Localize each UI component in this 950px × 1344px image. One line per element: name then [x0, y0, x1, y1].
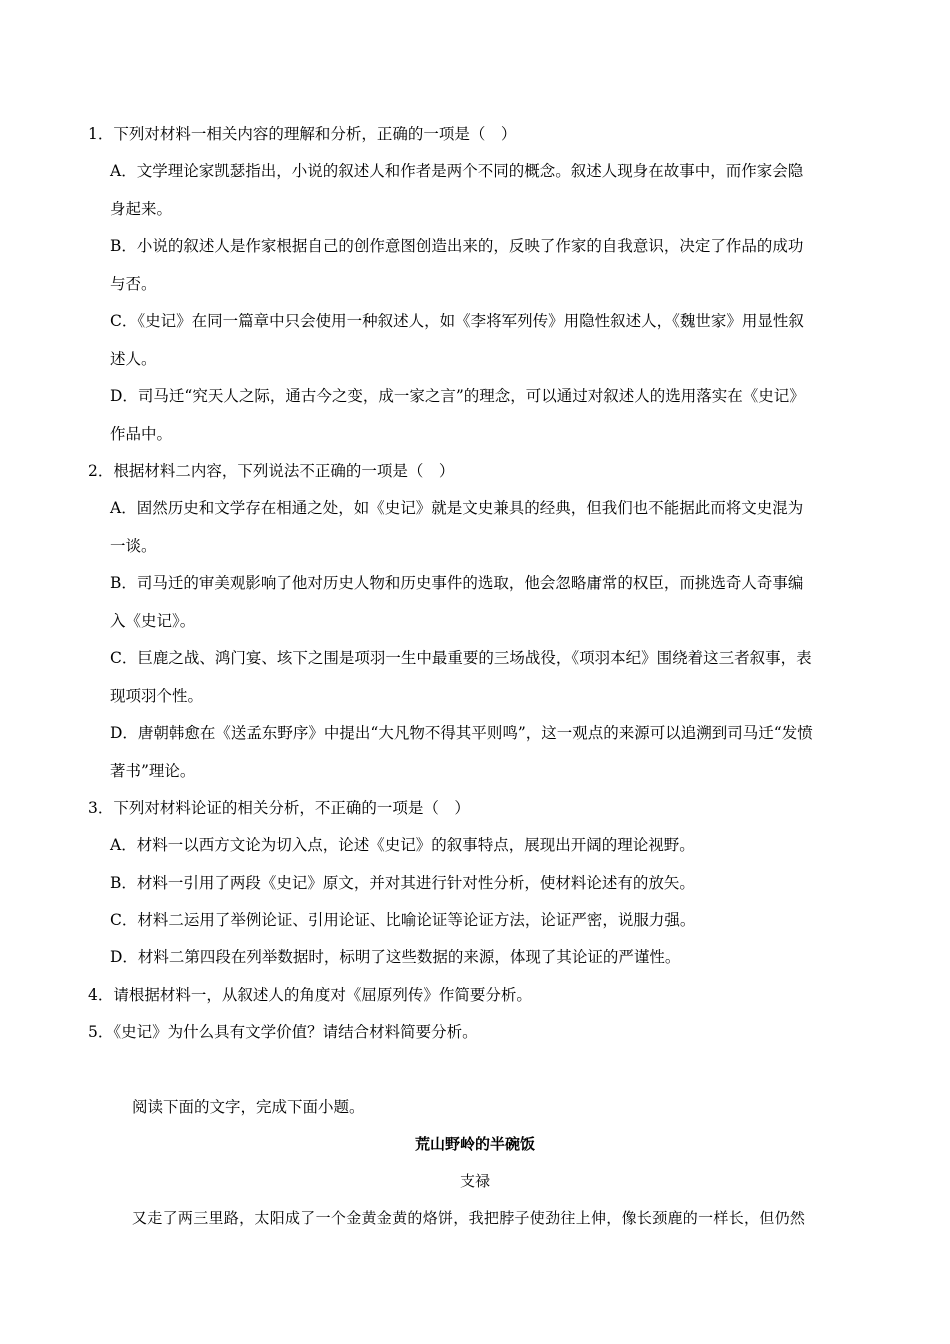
story-title: 荒山野岭的半碗饭 — [414, 1135, 535, 1153]
question-1-option-b: B．小说的叙述人是作家根据自己的创作意图创造出来的，反映了作家的自我意识，决定了作品的成功 — [110, 237, 804, 255]
question-1-stem: 1．下列对材料一相关内容的理解和分析，正确的一项是（ ） — [88, 125, 517, 143]
question-2-option-a: A．固然历史和文学存在相通之处，如《史记》就是文史兼具的经典，但我们也不能据此而将文史混为 — [110, 499, 804, 517]
question-1-option-a: A．文学理论家凯瑟指出，小说的叙述人和作者是两个不同的概念。叙述人现身在故事中，而作家会隐 — [110, 162, 804, 180]
question-2-option-d: D．唐朝韩愈在《送孟东野序》中提出“大凡物不得其平则鸣”，这一观点的来源可以追溯到司马迁“发愤 — [110, 724, 813, 742]
question-5-stem: 5．《史记》为什么具有文学价值？请结合材料简要分析。 — [88, 1023, 478, 1041]
question-1-option-d: D．司马迁“究天人之际，通古今之变，成一家之言”的理念，可以通过对叙述人的选用落实在《史记》 — [110, 387, 805, 405]
question-3-option-d: D．材料二第四段在列举数据时，标明了这些数据的来源，体现了其论证的严谨性。 — [110, 948, 681, 966]
question-2-option-c-cont: 现项羽个性。 — [110, 687, 204, 705]
question-1-option-c-cont: 述人。 — [110, 350, 157, 368]
question-2-option-a-cont: 一谈。 — [110, 537, 157, 555]
question-2-option-b-cont: 入《史记》。 — [110, 612, 196, 630]
question-1-option-b-cont: 与否。 — [110, 275, 157, 293]
question-1-option-d-cont: 作品中。 — [110, 425, 173, 443]
question-3-stem: 3．下列对材料论证的相关分析，不正确的一项是（ ） — [88, 799, 470, 817]
reading-instruction: 阅读下面的文字，完成下面小题。 — [132, 1098, 365, 1116]
question-2-option-b: B．司马迁的审美观影响了他对历史人物和历史事件的选取，他会忽略庸常的权臣，而挑选奇人奇事编 — [110, 574, 804, 592]
question-3-option-c: C．材料二运用了举例论证、引用论证、比喻论证等论证方法，论证严密，说服力强。 — [110, 911, 696, 929]
question-1-option-a-cont: 身起来。 — [110, 200, 173, 218]
question-2-stem: 2．根据材料二内容，下列说法不正确的一项是（ ） — [88, 462, 455, 480]
story-author: 支禄 — [459, 1172, 490, 1190]
question-3-option-b: B．材料一引用了两段《史记》原文，并对其进行针对性分析，使材料论述有的放矢。 — [110, 874, 695, 892]
story-first-line: 又走了两三里路，太阳成了一个金黄金黄的烙饼，我把脖子使劲往上伸，像长颈鹿的一样长，但仍然 — [132, 1209, 806, 1227]
question-1-option-c: C．《史记》在同一篇章中只会使用一种叙述人，如《李将军列传》用隐性叙述人，《魏世家》用显性叙 — [110, 312, 804, 330]
question-3-option-a: A．材料一以西方文论为切入点，论述《史记》的叙事特点，展现出开阔的理论视野。 — [110, 836, 695, 854]
question-2-option-c: C．巨鹿之战、鸿门宴、垓下之围是项羽一生中最重要的三场战役，《项羽本纪》围绕着这三者叙事，表 — [110, 649, 812, 667]
question-4-stem: 4．请根据材料一，从叙述人的角度对《屈原列传》作简要分析。 — [88, 986, 532, 1004]
question-2-option-d-cont: 著书”理论。 — [110, 762, 196, 780]
